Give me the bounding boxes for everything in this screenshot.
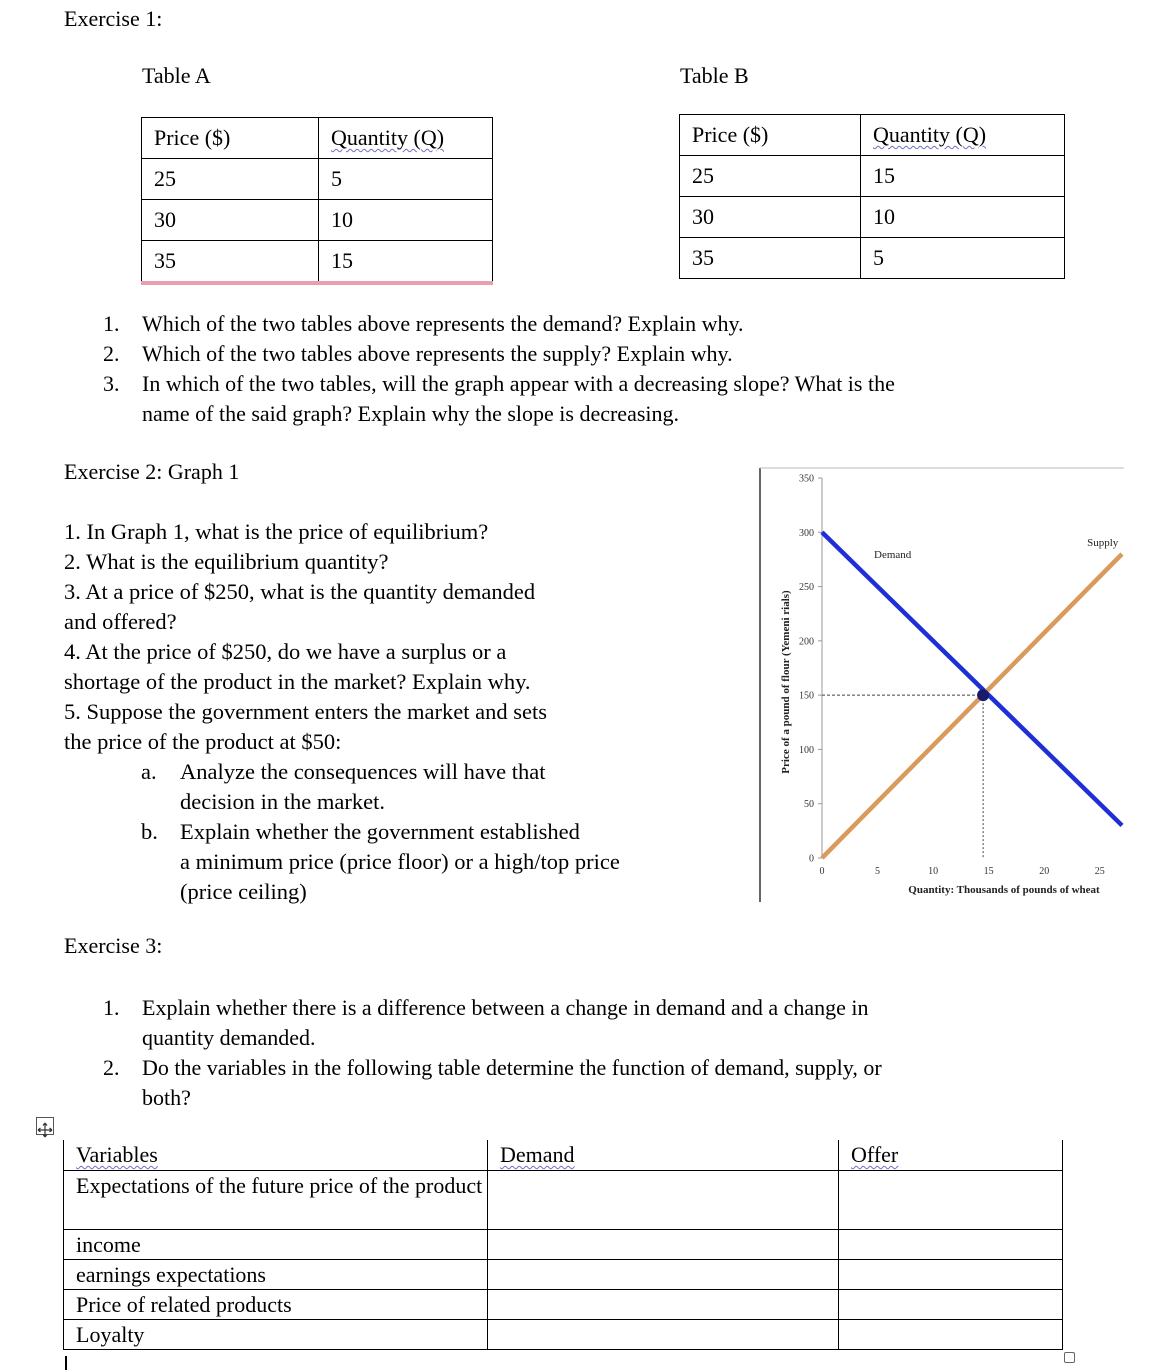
table-cell: 30 <box>680 197 861 238</box>
table-b-caption: Table B <box>680 63 749 88</box>
table-cell: 35 <box>680 238 861 279</box>
supply-demand-chart <box>756 462 1124 902</box>
list-item <box>103 1053 1063 1113</box>
table-a <box>141 117 493 285</box>
list-item <box>103 309 1063 339</box>
table-cell: 25 <box>680 156 861 197</box>
exercise1-questions <box>103 309 1063 429</box>
move-arrows-icon <box>37 1122 53 1138</box>
list-item <box>103 993 1063 1053</box>
table-cell: 5 <box>861 238 1065 279</box>
table-cell: 10 <box>319 200 493 241</box>
supply-line <box>822 554 1122 858</box>
table-b <box>679 114 1065 279</box>
y-tick-label: 250 <box>799 582 814 594</box>
table-row <box>64 1140 1063 1171</box>
demand-line <box>822 532 1122 825</box>
x-tick-label: 0 <box>819 866 825 877</box>
table-cell: 25 <box>142 159 319 200</box>
table-row <box>142 200 493 241</box>
y-tick-label: 350 <box>799 473 814 485</box>
exercise2-questions <box>64 517 684 907</box>
table-a-caption: Table A <box>142 63 211 88</box>
list-number: 1. <box>103 995 120 1020</box>
exercise1-title: Exercise 1: <box>64 6 163 31</box>
table-cell: Price of related products <box>64 1290 488 1320</box>
offer-header: Offer <box>851 1142 899 1167</box>
table-cell[interactable] <box>488 1230 839 1260</box>
list-number: 3. <box>103 371 120 396</box>
question-line: 5. Suppose the government enters the market and sets <box>64 699 548 724</box>
table-cell[interactable] <box>488 1290 839 1320</box>
question-line: Explain whether there is a difference between a change in demand and a change in <box>142 995 869 1020</box>
question-line: shortage of the product in the market? Explain why. <box>64 669 531 694</box>
demand-header: Demand <box>500 1142 575 1167</box>
table-cell[interactable] <box>839 1230 1063 1260</box>
table-row <box>680 197 1065 238</box>
exercise3-questions <box>103 993 1063 1113</box>
table-cell: 15 <box>319 241 493 284</box>
list-item <box>141 817 684 907</box>
x-tick-label: 5 <box>875 866 881 877</box>
text-cursor <box>65 1356 67 1370</box>
variables-header: Variables <box>76 1142 158 1167</box>
list-item <box>141 757 684 817</box>
y-tick-label: 150 <box>799 690 814 702</box>
exercise2-title: Exercise 2: Graph 1 <box>64 459 240 484</box>
table-cell: 15 <box>861 156 1065 197</box>
question-line: Which of the two tables above represents the demand? Explain why. <box>142 311 744 336</box>
quantity-header-text: Quantity (Q) <box>331 125 445 150</box>
y-tick-label: 100 <box>799 744 814 756</box>
y-tick-label: 300 <box>799 527 814 539</box>
exercise3-title: Exercise 3: <box>64 933 163 958</box>
list-item <box>103 369 1063 429</box>
question-line: Which of the two tables above represents the supply? Explain why. <box>142 341 733 366</box>
question-line: 4. At the price of $250, do we have a surplus or a <box>64 639 507 664</box>
question-line: a minimum price (price floor) or a high/top price <box>180 849 620 874</box>
table-cell: Price ($) <box>680 115 861 156</box>
table-cell: income <box>64 1230 488 1260</box>
table-row <box>64 1230 1063 1260</box>
question-line: (price ceiling) <box>180 879 307 904</box>
table-row <box>64 1171 1063 1230</box>
list-number: 2. <box>103 341 120 366</box>
question-line: In which of the two tables, will the graph appear with a decreasing slope? What is the <box>142 371 895 396</box>
question-line: 1. In Graph 1, what is the price of equilibrium? <box>64 519 489 544</box>
question-line: 3. At a price of $250, what is the quantity demanded <box>64 579 536 604</box>
table-cell[interactable] <box>488 1320 839 1350</box>
table-cell <box>861 115 1065 156</box>
demand-label: Demand <box>874 549 912 561</box>
list-number: 2. <box>103 1055 120 1080</box>
table-row <box>64 1260 1063 1290</box>
table-row <box>64 1290 1063 1320</box>
x-tick-label: 20 <box>1039 866 1050 877</box>
x-tick-label: 10 <box>928 866 939 877</box>
table-row <box>142 241 493 284</box>
question-line: Analyze the consequences will have that <box>180 759 546 784</box>
table-cell[interactable] <box>488 1171 839 1230</box>
question-line: Explain whether the government established <box>180 819 580 844</box>
y-tick-label: 50 <box>804 799 814 811</box>
table-cell: 35 <box>142 241 319 284</box>
list-number: 1. <box>103 311 120 336</box>
equilibrium-point <box>977 689 989 701</box>
table-row <box>142 159 493 200</box>
x-tick-label: 25 <box>1094 866 1105 877</box>
table-cell <box>488 1140 839 1171</box>
y-tick-label: 0 <box>809 853 814 865</box>
question-line: quantity demanded. <box>142 1025 316 1050</box>
table-cell: earnings expectations <box>64 1260 488 1290</box>
quantity-header-text: Quantity (Q) <box>873 122 987 147</box>
table-cell: 5 <box>319 159 493 200</box>
table-cell[interactable] <box>839 1260 1063 1290</box>
question-line: and offered? <box>64 609 177 634</box>
question-line: decision in the market. <box>180 789 385 814</box>
table-cell <box>319 118 493 159</box>
table-resize-handle[interactable] <box>1064 1352 1075 1363</box>
table-row <box>64 1320 1063 1350</box>
x-tick-label: 15 <box>983 866 994 877</box>
variables-table <box>63 1140 1063 1350</box>
table-cell: Price ($) <box>142 118 319 159</box>
question-line: name of the said graph? Explain why the slope is decreasing. <box>142 401 680 426</box>
question-line: 2. What is the equilibrium quantity? <box>64 549 389 574</box>
table-row <box>680 156 1065 197</box>
table-cell: 30 <box>142 200 319 241</box>
table-move-handle[interactable] <box>36 1117 54 1135</box>
list-item <box>103 339 1063 369</box>
table-row <box>680 115 1065 156</box>
table-cell[interactable] <box>488 1260 839 1290</box>
list-number: b. <box>141 819 158 844</box>
table-cell <box>839 1140 1063 1171</box>
y-tick-label: 200 <box>799 636 814 648</box>
table-cell[interactable] <box>839 1290 1063 1320</box>
question-line: the price of the product at $50: <box>64 729 342 754</box>
table-row <box>142 118 493 159</box>
table-row <box>680 238 1065 279</box>
table-cell[interactable] <box>839 1171 1063 1230</box>
table-cell: Expectations of the future price of the product <box>64 1171 488 1230</box>
list-number: a. <box>141 759 157 784</box>
supply-label: Supply <box>1087 537 1119 550</box>
table-cell: 10 <box>861 197 1065 238</box>
y-axis-label: Price of a pound of flour (Yemeni rials) <box>780 590 792 774</box>
sub-list <box>141 757 684 907</box>
table-cell[interactable] <box>839 1320 1063 1350</box>
table-cell: Loyalty <box>64 1320 488 1350</box>
question-line: Do the variables in the following table determine the function of demand, supply, or <box>142 1055 882 1080</box>
table-cell <box>64 1140 488 1171</box>
x-axis-label: Quantity: Thousands of pounds of wheat <box>908 884 1100 896</box>
question-line: both? <box>142 1085 191 1110</box>
